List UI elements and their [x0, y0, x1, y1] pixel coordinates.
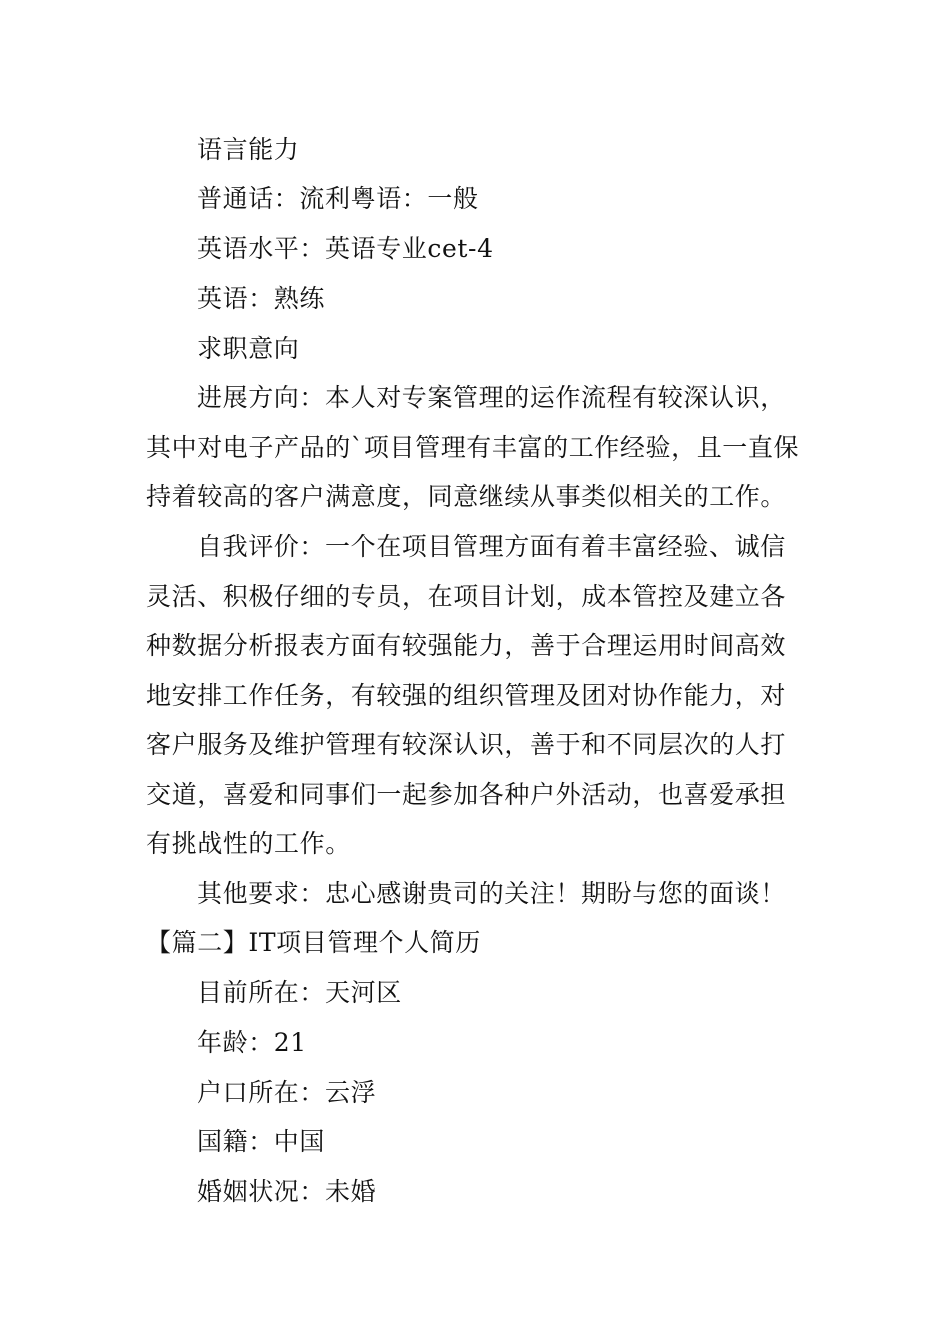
section-title-part-two: 【篇二】IT项目管理个人简历 — [146, 928, 481, 957]
paragraph-other-requirements: 其他要求：忠心感谢贵司的关注！期盼与您的面谈！ — [197, 879, 786, 908]
text-line-current-location: 目前所在：天河区 — [197, 978, 402, 1007]
section-heading-job-intention: 求职意向 — [197, 334, 300, 363]
text-line-age: 年龄：21 — [197, 1028, 307, 1057]
section-heading-language: 语言能力 — [197, 135, 300, 164]
text-line-marital-status: 婚姻状况：未婚 — [197, 1177, 377, 1206]
paragraph-career-direction: 进展方向：本人对专案管理的运作流程有较深认识，其中对电子产品的`项目管理有丰富的工作经验，且一直保持着较高的客户满意度，同意继续从事类似相关的工作。 — [146, 383, 800, 511]
text-line-hukou: 户口所在：云浮 — [197, 1078, 377, 1107]
text-line-dialects: 普通话：流利粤语：一般 — [197, 184, 479, 213]
text-line-nationality: 国籍：中国 — [197, 1127, 326, 1156]
text-line-english-level: 英语水平：英语专业cet-4 — [197, 234, 494, 263]
paragraph-self-evaluation: 自我评价：一个在项目管理方面有着丰富经验、诚信灵活、积极仔细的专员，在项目计划，成本管控及建立各种数据分析报表方面有较强能力，善于合理运用时间高效地安排工作任务，有较强的组织管理及团对协作能力，对客户服务及维护管理有较深认识，善于和不同层次的人打交道，喜爱和同事们一起参加各种户外活动，也喜爱承担有挑战性的工作。 — [146, 532, 787, 858]
text-line-english: 英语：熟练 — [197, 284, 326, 313]
